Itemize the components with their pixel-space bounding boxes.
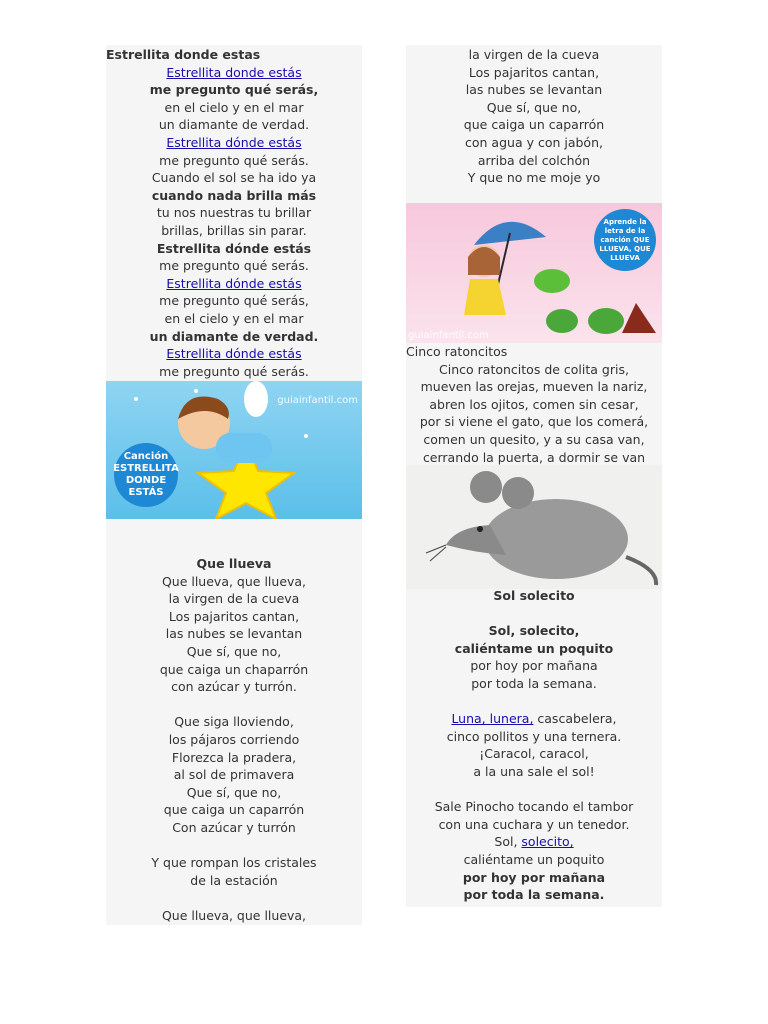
lyric-line: me pregunto qué serás,: [149, 82, 319, 98]
lyric-line: que caiga un caparrón: [163, 802, 305, 818]
lyric-line: a la una sale el sol!: [473, 764, 595, 779]
lyric-line: Que sí, que no,: [486, 99, 582, 115]
lyric-link[interactable]: Luna, lunera,: [451, 711, 534, 727]
lyric-line: por hoy por mañana: [470, 658, 598, 674]
lyric-link[interactable]: Estrellita dónde estás: [166, 346, 302, 362]
lyric-line: caliéntame un poquito: [463, 852, 605, 867]
lyric-line: Con azúcar y turrón: [172, 820, 296, 835]
lyric-line: Que siga lloviendo,: [174, 714, 294, 730]
lyric-line[interactable]: [406, 710, 662, 728]
lyric-line[interactable]: [406, 833, 662, 851]
lyric-line: en el cielo y en el mar: [164, 311, 304, 326]
lyric-line: Y que rompan los cristales: [151, 855, 317, 871]
lyric-text: Sol,: [494, 834, 522, 850]
lyric-line: ¡Caracol, caracol,: [479, 746, 589, 762]
estrellita-lyrics: [106, 45, 362, 381]
que-llueva-badge: Aprende la letra de la canción QUE LLUEVA, QUE LLUEVA: [594, 209, 656, 271]
lyric-line: tu nos nuestras tu brillar: [156, 205, 312, 221]
lyric-line[interactable]: [106, 134, 362, 152]
sol-solecito-lyrics: [406, 587, 662, 907]
lyric-line: me pregunto qué serás.: [159, 363, 309, 379]
lyric-link[interactable]: Estrellita dónde estás: [166, 275, 302, 291]
lyric-line: Los pajaritos cantan,: [468, 64, 600, 80]
lyric-line: que caiga un chaparrón: [159, 661, 309, 677]
lyric-link[interactable]: Estrellita dónde estás: [166, 135, 302, 150]
lyric-line: con agua y con jabón,: [465, 135, 603, 150]
lyric-line: cuando nada brilla más: [151, 187, 317, 203]
watermark: guiainfantil.com: [277, 395, 358, 406]
lyric-line: Sol solecito: [493, 588, 575, 603]
que-llueva-lyrics: [106, 555, 362, 925]
lyric-line: por toda la semana.: [471, 676, 597, 691]
lyric-line: al sol de primavera: [173, 767, 295, 783]
lyric-line: por si viene el gato, que los comerá,: [419, 414, 649, 430]
lyric-link[interactable]: solecito,: [521, 834, 574, 850]
lyric-line[interactable]: [106, 345, 362, 363]
lyric-line: las nubes se levantan: [465, 82, 603, 98]
lyric-line: Que sí, que no,: [186, 784, 282, 800]
cinco-ratoncitos-lyrics: [406, 343, 662, 467]
lyric-line: un diamante de verdad.: [149, 328, 319, 344]
lyric-line: con una cuchara y un tenedor.: [438, 816, 630, 832]
lyric-line: la virgen de la cueva: [168, 591, 300, 607]
lyric-line: que caiga un caparrón: [463, 117, 605, 133]
lyric-line[interactable]: [106, 275, 362, 293]
lyric-line: en el cielo y en el mar: [164, 99, 304, 115]
que-llueva-image: [406, 203, 662, 343]
estrellita-image: [106, 381, 362, 519]
lyric-line: Que llueva: [196, 556, 272, 571]
lyric-line: Sol, solecito,: [488, 623, 580, 639]
lyric-line: Cinco ratoncitos: [406, 344, 508, 359]
lyric-line: por hoy por mañana: [462, 869, 606, 885]
estrellita-badge: Canción ESTRELLITA DONDE ESTÁS: [114, 443, 178, 507]
lyric-link[interactable]: Estrellita donde estás: [166, 64, 302, 80]
lyric-line: la virgen de la cueva: [468, 47, 600, 62]
mouse-image: [406, 465, 662, 589]
left-column: [106, 45, 362, 925]
lyric-line: Florezca la pradera,: [171, 749, 297, 765]
lyric-line: las nubes se levantan: [165, 626, 303, 642]
lyric-line: me pregunto qué serás.: [159, 258, 309, 274]
watermark: guiainfantil.com: [408, 330, 489, 341]
lyric-line: abren los ojitos, comen sin cesar,: [429, 396, 639, 412]
lyric-line: caliéntame un poquito: [454, 640, 614, 656]
lyric-text: cascabelera,: [533, 711, 617, 727]
lyric-line: Que llueva, que llueva,: [161, 908, 307, 923]
lyric-line: Cinco ratoncitos de colita gris,: [439, 361, 629, 377]
mouse-illustration: [406, 465, 662, 589]
right-column: [406, 45, 662, 907]
lyric-line: arriba del colchón: [477, 152, 591, 168]
lyric-line: Y que no me moje yo: [467, 170, 601, 186]
lyric-line: me pregunto qué serás.: [159, 152, 309, 168]
lyric-line: un diamante de verdad.: [158, 117, 310, 133]
lyric-line: brillas, brillas sin parar.: [161, 223, 307, 238]
lyric-line: con azúcar y turrón.: [171, 679, 297, 695]
lyric-line: Que llueva, que llueva,: [161, 573, 307, 589]
lyric-line: Estrellita donde estas: [106, 47, 261, 62]
lyric-line: cerrando la puerta, a dormir se van: [422, 449, 646, 465]
lyric-line: de la estación: [190, 872, 278, 888]
lyric-line: mueven las orejas, mueven la nariz,: [420, 379, 648, 395]
lyric-line[interactable]: [106, 64, 362, 82]
lyric-line: me pregunto qué serás,: [159, 293, 309, 309]
lyric-line: comen un quesito, y a su casa van,: [423, 432, 645, 447]
lyric-line: Estrellita dónde estás: [156, 240, 312, 256]
que-llueva-continued-lyrics: [406, 45, 662, 195]
lyric-line: los pájaros corriendo: [168, 732, 300, 747]
lyric-line: Que sí, que no,: [186, 644, 282, 659]
lyric-line: por toda la semana.: [463, 887, 605, 903]
lyric-line: Cuando el sol se ha ido ya: [151, 170, 317, 186]
lyric-line: Sale Pinocho tocando el tambor: [434, 799, 634, 815]
lyric-line: Los pajaritos cantan,: [168, 608, 300, 624]
lyric-line: cinco pollitos y una ternera.: [446, 728, 622, 744]
